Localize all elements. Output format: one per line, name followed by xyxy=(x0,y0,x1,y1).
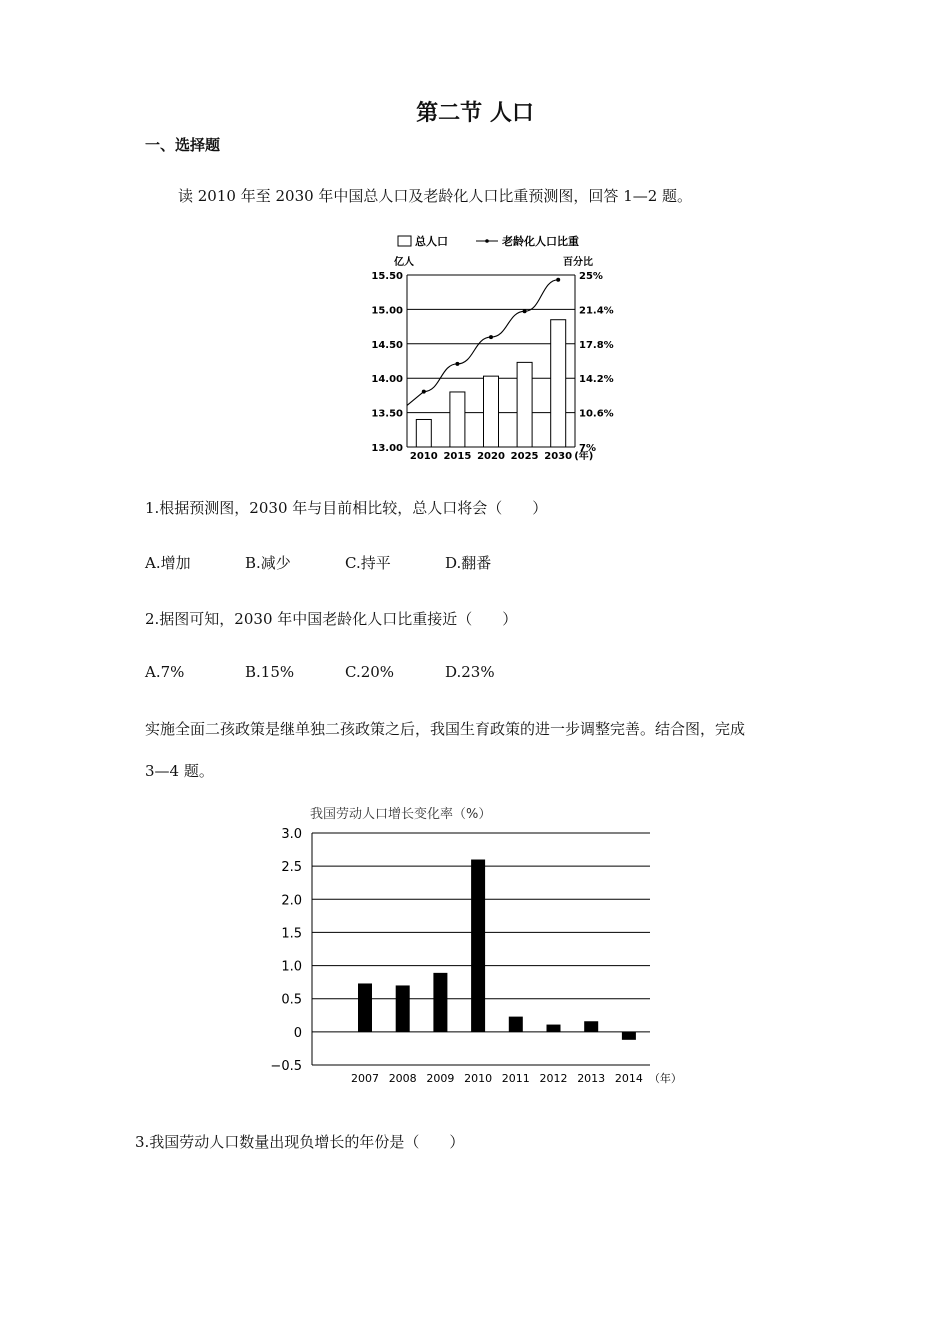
y-tick-label: 13.00 xyxy=(371,443,403,454)
aging-ratio-point xyxy=(523,309,527,313)
population-chart xyxy=(360,228,620,466)
q1-option-c[interactable]: C.持平 xyxy=(345,554,391,572)
intro-text-2-line-1: 实施全面二孩政策是继单独二孩政策之后，我国生育政策的进一步调整完善。结合图，完成 xyxy=(145,720,746,738)
y2-tick-label: 10.6% xyxy=(579,408,614,420)
x-tick-label: 2020 xyxy=(477,451,505,462)
aging-ratio-point xyxy=(455,362,459,366)
labor-growth-bar xyxy=(584,1021,598,1032)
x-tick-label: 2011 xyxy=(501,1072,530,1085)
x-tick-label: 2015 xyxy=(443,451,472,462)
y-tick-label: 15.00 xyxy=(371,305,403,317)
x-tick-label: 2010 xyxy=(464,1072,493,1085)
y2-tick-label: 14.2% xyxy=(579,374,614,386)
q1-option-b[interactable]: B.减少 xyxy=(245,554,291,572)
page-title: 第二节 人口 xyxy=(416,101,534,126)
x-axis-unit: (年) xyxy=(574,451,594,462)
y-tick-label: 13.50 xyxy=(371,408,403,420)
intro-text-2-line-2: 3—4 题。 xyxy=(145,762,214,780)
aging-ratio-line xyxy=(407,280,558,406)
labor-growth-bar xyxy=(433,973,447,1032)
chart-title: 我国劳动人口增长变化率（%） xyxy=(310,807,492,822)
legend-bar-swatch xyxy=(398,236,411,246)
q2-option-b[interactable]: B.15% xyxy=(245,663,295,681)
x-tick-label: 2013 xyxy=(577,1072,606,1085)
question-3: 3.我国劳动人口数量出现负增长的年份是（ ） xyxy=(135,1133,465,1151)
population-bar xyxy=(484,376,499,447)
legend-label-total-population: 总人口 xyxy=(415,235,448,248)
y2-tick-label: 7% xyxy=(579,443,596,454)
y-tick-label: 3.0 xyxy=(281,827,302,842)
labor-growth-bar xyxy=(547,1025,561,1032)
q2-option-a[interactable]: A.7% xyxy=(145,663,185,681)
labor-growth-bar xyxy=(396,985,410,1031)
x-tick-label: 2009 xyxy=(426,1072,455,1085)
y-tick-label: 14.50 xyxy=(371,339,403,351)
y-tick-label: 14.00 xyxy=(371,374,403,386)
aging-ratio-point xyxy=(556,278,560,282)
y2-tick-label: 17.8% xyxy=(579,339,614,351)
labor-growth-bar xyxy=(509,1017,523,1032)
intro-text-1: 读 2010 年至 2030 年中国总人口及老龄化人口比重预测图，回答 1—2 题。 xyxy=(178,187,693,205)
q2-option-d[interactable]: D.23% xyxy=(445,663,495,681)
x-tick-label: 2025 xyxy=(510,451,539,462)
y-tick-label: 1.0 xyxy=(281,959,302,975)
x-tick-label: 2030 xyxy=(544,451,573,462)
population-bar xyxy=(517,362,532,447)
q1-option-a[interactable]: A.增加 xyxy=(145,554,191,572)
population-bar xyxy=(416,419,431,447)
q2-option-c[interactable]: C.20% xyxy=(345,663,395,681)
x-tick-label: 2014 xyxy=(614,1072,643,1085)
y-tick-label: 0 xyxy=(293,1025,302,1041)
y2-axis-label: 百分比 xyxy=(563,257,593,268)
labor-growth-bar xyxy=(471,860,485,1032)
y-tick-label: 2.0 xyxy=(281,893,302,909)
question-1: 1.根据预测图，2030 年与目前相比较，总人口将会（ ） xyxy=(145,499,548,517)
labor-growth-chart xyxy=(260,800,690,1095)
y-tick-label: −0.5 xyxy=(270,1059,302,1074)
question-2: 2.据图可知，2030 年中国老龄化人口比重接近（ ） xyxy=(145,610,518,628)
y-tick-label: 1.5 xyxy=(281,926,302,942)
labor-growth-bar xyxy=(358,983,372,1031)
y-tick-label: 2.5 xyxy=(281,860,302,876)
legend-line-marker xyxy=(485,239,489,243)
x-tick-label: 2012 xyxy=(539,1072,568,1085)
labor-growth-bar xyxy=(622,1032,636,1040)
legend-label-aging-ratio: 老龄化人口比重 xyxy=(502,235,579,248)
y-axis-label: 亿人 xyxy=(394,257,414,268)
aging-ratio-point xyxy=(489,335,493,339)
aging-ratio-point xyxy=(422,390,426,394)
x-tick-label: 2007 xyxy=(351,1072,379,1085)
y-tick-label: 0.5 xyxy=(281,992,302,1008)
section-heading: 一、选择题 xyxy=(145,136,221,154)
y2-tick-label: 25% xyxy=(579,271,603,282)
x-axis-unit: （年） xyxy=(648,1072,682,1085)
y-tick-label: 15.50 xyxy=(371,271,403,282)
y2-tick-label: 21.4% xyxy=(579,305,614,317)
q1-option-d[interactable]: D.翻番 xyxy=(445,554,492,572)
population-bar xyxy=(551,320,566,447)
population-bar xyxy=(450,392,465,447)
x-tick-label: 2010 xyxy=(409,451,438,462)
x-tick-label: 2008 xyxy=(388,1072,417,1085)
